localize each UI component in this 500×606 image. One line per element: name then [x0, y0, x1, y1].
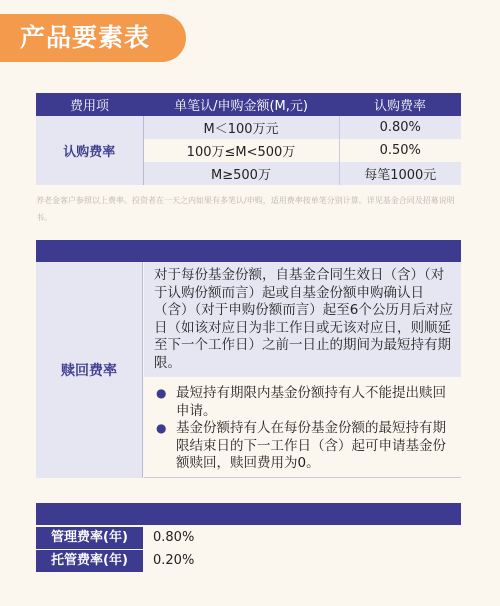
redemption-rate-label — [36, 262, 143, 478]
management-fee-row — [36, 527, 461, 549]
custody-fee-value: 0.20% — [153, 553, 195, 568]
bullet-text: 最短持有期限内基金份额持有人不能提出赎回申请。 — [176, 385, 446, 419]
section-header-bar — [36, 503, 461, 525]
custody-fee-label: 托管费率(年) — [36, 550, 143, 572]
custody-fee-row — [36, 550, 461, 572]
section-header-bar — [36, 240, 461, 262]
list-item — [154, 420, 453, 473]
header-rate: 认购费率 — [339, 93, 461, 116]
header-amount: 单笔认/申购金额(M,元) — [143, 93, 339, 116]
rate-cell: 每笔1000元 — [339, 162, 461, 185]
redemption-fee-section — [36, 262, 461, 478]
bullet-icon: ● — [156, 386, 167, 400]
bullet-text: 基金份额持有人在每份基金份额的最短持有期限结束日的下一工作日（含）起可申请基金份额赎回，赎回费用为0。 — [176, 420, 446, 471]
list-item — [154, 385, 453, 420]
table-row — [36, 116, 461, 139]
rate-cell: 0.80% — [339, 116, 461, 139]
table-header-row — [36, 93, 461, 116]
section-title: 产品要素表 — [20, 23, 151, 52]
subscription-rate-label: 认购费率 — [36, 116, 143, 185]
amount-cell: M＜100万元 — [143, 116, 339, 139]
amount-cell: 100万≤M<500万 — [143, 139, 339, 162]
redemption-rate-label-text: 赎回费率 — [61, 363, 117, 379]
management-fee-value: 0.80% — [153, 530, 195, 545]
footnote: 养老金客户参照以上费率。投资者在一天之内如果有多笔认/申购，适用费率按单笔分别计算。详见基金合同及招募说明书。 — [36, 196, 455, 222]
header-fee-item: 费用项 — [36, 93, 143, 116]
redemption-bullets — [144, 377, 461, 478]
redemption-paragraph: 对于每份基金份额，自基金合同生效日（含）（对于认购份额而言）起或自基金份额申购确认日（含）（对于申购份额而言）起至6个公历月后对应日（如该对应日为非工作日或无该对应日，则顺延至下一个工作日）之前一日止的期间为最短持有期限。 — [144, 262, 461, 377]
bullet-icon: ● — [156, 421, 167, 435]
subscription-fee-table — [36, 93, 461, 185]
amount-cell: M≥500万 — [143, 162, 339, 185]
management-fee-label: 管理费率(年) — [36, 527, 143, 549]
section-title-banner — [0, 14, 186, 62]
rate-cell: 0.50% — [339, 139, 461, 162]
